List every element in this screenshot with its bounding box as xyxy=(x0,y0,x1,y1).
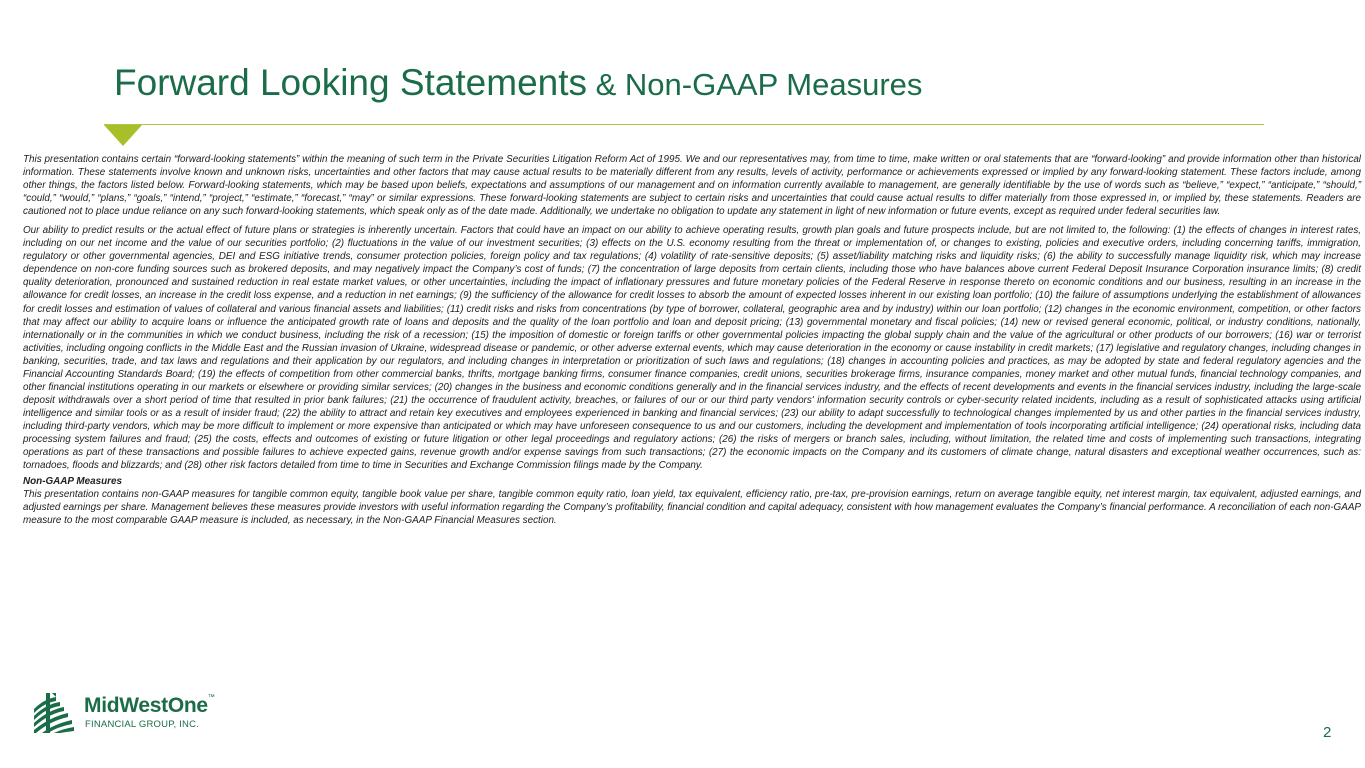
forward-looking-paragraph: This presentation contains certain “forward-looking statements” within the meaning of such term in the Private Securities Litigation Reform Act of 1995. We and our representatives may, from time to time, make written or oral statements that are “forward-looking” and provide information other than historical information. These statements involve known and unknown risks, uncertainties and other factors that may cause actual results to be materially different from any results, levels of activity, performance or achievements expressed or implied by any forward-looking statement. These factors include, among other things, the factors listed below. Forward-looking statements, which may be based upon beliefs, expectations and assumptions of our management and on information currently available to management, are generally identifiable by the use of words such as “believe,” “expect,” “anticipate,” “should,” “could,” “would,” “plans,” “goals,” “intend,” “project,” “estimate,” “forecast,” “may” or similar expressions. These forward-looking statements are subject to certain risks and uncertainties that could cause actual results to differ materially from those expressed in, or implied by, these statements. Readers are cautioned not to place undue reliance on any such forward-looking statements, which speak only as of the date made. Additionally, we undertake no obligation to update any statement in light of new information or future events, except as required under federal securities law. xyxy=(23,154,1361,218)
statement-body xyxy=(23,153,1361,527)
logo-subtitle: FINANCIAL GROUP, INC. xyxy=(85,719,199,730)
logo-wordmark: MidWestOne™ xyxy=(84,694,215,717)
page-title-sub: & Non-GAAP Measures xyxy=(587,67,923,102)
wheat-field-logo-icon xyxy=(32,691,76,735)
nongaap-paragraph: This presentation contains non-GAAP measures for tangible common equity, tangible book value per share, tangible common equity ratio, loan yield, tax equivalent, efficiency ratio, pre-tax, pre-provision earnings, return on average tangible equity, net interest margin, tax equivalent, adjusted earnings, and adjusted earnings per share. Management believes these measures provide investors with useful information regarding the Company’s profitability, financial condition and capital adequacy, consistent with how management evaluates the Company’s financial performance. A reconciliation of each non-GAAP measure to the most comparable GAAP measure is included, as necessary, in the Non-GAAP Financial Measures section. xyxy=(23,489,1361,527)
page-title xyxy=(114,64,922,101)
title-divider xyxy=(104,124,1264,125)
page-number: 2 xyxy=(1323,724,1332,741)
page-title-main: Forward Looking Statements xyxy=(114,62,588,103)
risk-factors-paragraph: Our ability to predict results or the actual effect of future plans or strategies is inherently uncertain. Factors that could have an impact on our ability to achieve operating results, growth plan goals and future prospects include, but are not limited to, the following: (1) the effects of changes in interest rates, including on our net income and the value of our securities portfolio; (2) fluctuations in the value of our investment securities; (3) effects on the U.S. economy resulting from the threat or implementation of, or changes to existing, policies and executive orders, including concerning tariffs, immigration, regulatory or other governmental agencies, DEI and ESG initiative trends, consumer protection policies, foreign policy and tax regulations; (4) volatility of rate-sensitive deposits; (5) asset/liability matching risks and liquidity risks; (6) the ability to successfully manage liquidity risk, which may increase dependence on non-core funding sources such as brokered deposits, and may negatively impact the Company’s cost of funds; (7) the concentration of large deposits from certain clients, including those who have balances above current Federal Deposit Insurance Corporation insurance limits; (8) credit quality deterioration, pronounced and sustained reduction in real estate market values, or other uncertainties, including the impact of inflationary pressures and future monetary policies of the Federal Reserve in response thereto on economic conditions and our business, resulting in an increase in the allowance for credit losses, an increase in the credit loss expense, and a reduction in net earnings; (9) the sufficiency of the allowance for credit losses to absorb the amount of expected losses inherent in our existing loan portfolio; (10) the failure of assumptions underlying the establishment of allowances for credit losses and estimation of values of collateral and various financial assets and liabilities; (11) credit risks and risks from concentrations (by type of borrower, collateral, geographic area and by industry) within our loan portfolio; (12) changes in the economic environment, competition, or other factors that may affect our ability to acquire loans or influence the anticipated growth rate of loans and deposits and the quality of the loan portfolio and loan and deposit pricing; (13) governmental monetary and fiscal policies; (14) new or revised general economic, political, or industry conditions, nationally, internationally or in the communities in which we conduct business, including the risk of a recession; (15) the imposition of domestic or foreign tariffs or other governmental policies impacting the global supply chain and the value of the agricultural or other products of our borrowers; (16) war or terrorist activities, including ongoing conflicts in the Middle East and the Russian invasion of Ukraine, widespread disease or pandemic, or other adverse external events, which may cause deterioration in the economy or cause instability in credit markets; (17) legislative and regulatory changes, including changes in banking, securities, trade, and tax laws and regulations and their application by our regulators, and including changes in interpretation or prioritization of such laws and regulations; (18) changes in accounting policies and practices, as may be adopted by state and federal regulatory agencies and the Financial Accounting Standards Board; (19) the effects of competition from other commercial banks, thrifts, mortgage banking firms, consumer finance companies, credit unions, securities brokerage firms, insurance companies, money market and other mutual funds, financial technology companies, and other financial institutions operating in our markets or elsewhere or providing similar services; (20) changes in the business and economic conditions generally and in the financial services industry, and the effects of recent developments and events in the financial services industry, including the large-scale deposit withdrawals over a short period of time that resulted in prior bank failures; (21) the occurrence of fraudulent activity, breaches, or failures of our or our third party vendors' information security controls or cyber-security related incidents, including as a result of sophisticated attacks using artificial intelligence and similar tools or as a result of insider fraud; (22) the ability to attract and retain key executives and employees experienced in banking and financial services; (23) our ability to adapt successfully to technological changes implemented by us and other parties in the financial services industry, including third-party vendors, which may be more difficult to implement or more expensive than anticipated or which may have unforeseen consequence to us and our customers, including the development and implementation of tools incorporating artificial intelligence; (24) operational risks, including data processing system failures and fraud; (25) the costs, effects and outcomes of existing or future litigation or other legal proceedings and regulatory actions; (26) the risks of mergers or branch sales, including, without limitation, the related time and costs of implementing such transactions, integrating operations as part of these transactions and possible failures to achieve expected gains, revenue growth and/or expense savings from such transactions; (27) the economic impacts on the Company and its customers of climate change, natural disasters and exceptional weather occurrences, such as: tornadoes, floods and blizzards; and (28) other risk factors detailed from time to time in Securities and Exchange Commission filings made by the Company. xyxy=(23,225,1361,472)
divider-triangle-icon xyxy=(104,125,142,146)
company-logo xyxy=(32,691,232,741)
nongaap-heading: Non-GAAP Measures xyxy=(23,476,122,488)
